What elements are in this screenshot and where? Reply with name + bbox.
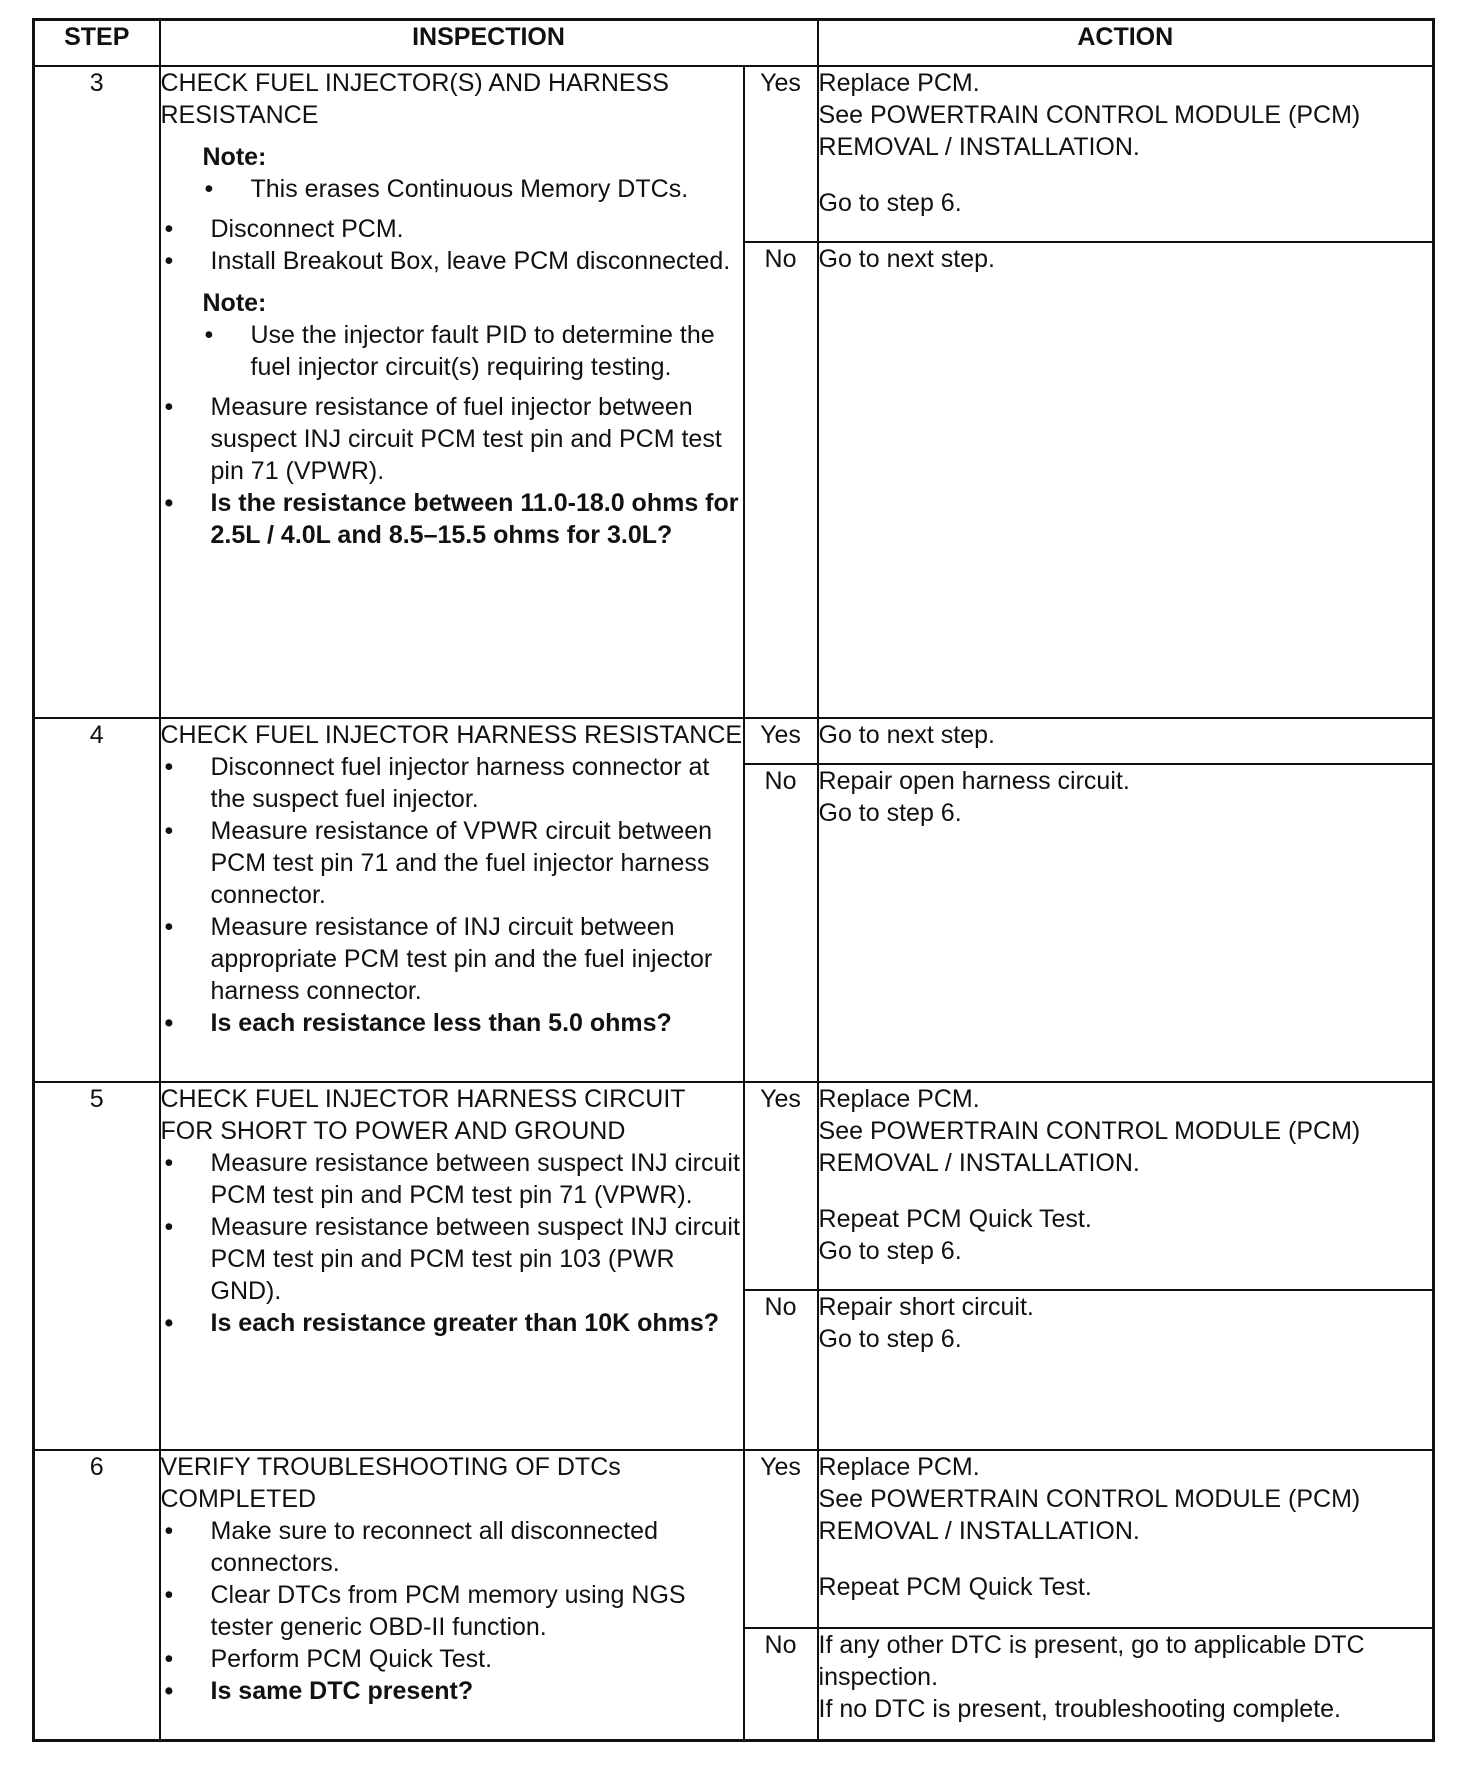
- action-line: Go to step 6.: [818, 1325, 962, 1353]
- yes-action: [818, 1082, 1434, 1290]
- action-line: Repeat PCM Quick Test.: [818, 1205, 1092, 1233]
- note-block: [203, 141, 743, 205]
- note-bullet: • This erases Continuous Memory DTCs.: [203, 173, 743, 205]
- yes-action: [818, 1450, 1434, 1628]
- inspection-question: • Is same DTC present?: [161, 1675, 743, 1707]
- step-4-yes-row: [34, 718, 1434, 764]
- action-line: If no DTC is present, troubleshooting complete.: [818, 1695, 1342, 1723]
- header-row: [34, 20, 1434, 67]
- yes-label: Yes: [744, 1082, 818, 1290]
- action-line: Repeat PCM Quick Test.: [818, 1573, 1092, 1601]
- step-number: 5: [34, 1082, 160, 1450]
- step-3-yes-row: [34, 66, 1434, 242]
- yes-action: [818, 66, 1434, 242]
- step-5-yes-row: [34, 1082, 1434, 1290]
- no-action: [818, 1290, 1434, 1450]
- diagnostic-procedure-table: [32, 18, 1435, 1742]
- action-line: See POWERTRAIN CONTROL MODULE (PCM) REMOVAL / INSTALLATION.: [818, 1485, 1361, 1545]
- yes-label: Yes: [744, 1450, 818, 1628]
- yes-label: Yes: [744, 66, 818, 242]
- inspection-bullet: • Measure resistance of fuel injector between suspect INJ circuit PCM test pin and PCM test pin 71 (VPWR).: [161, 391, 743, 487]
- inspection-bullet: • Measure resistance of VPWR circuit between PCM test pin 71 and the fuel injector harness connector.: [161, 815, 743, 911]
- no-label: No: [744, 1628, 818, 1740]
- header-step: STEP: [34, 20, 160, 67]
- no-label: No: [744, 1290, 818, 1450]
- note-label: Note:: [202, 143, 267, 171]
- no-label: No: [744, 764, 818, 1082]
- header-action: ACTION: [818, 20, 1434, 67]
- action-line: Replace PCM.: [818, 69, 980, 97]
- no-action: [818, 242, 1434, 718]
- inspection-question: • Is the resistance between 11.0-18.0 ohms for 2.5L / 4.0L and 8.5–15.5 ohms for 3.0L?: [161, 487, 743, 551]
- step-title: VERIFY TROUBLESHOOTING OF DTCs COMPLETED: [160, 1453, 621, 1513]
- step-title: CHECK FUEL INJECTOR HARNESS RESISTANCE: [160, 721, 743, 749]
- step-6-yes-row: [34, 1450, 1434, 1628]
- step-6-inspection: [160, 1450, 744, 1740]
- yes-action: [818, 718, 1434, 764]
- inspection-bullet: • Disconnect PCM.: [161, 213, 743, 245]
- step-number: 6: [34, 1450, 160, 1740]
- action-line: If any other DTC is present, go to applicable DTC inspection.: [818, 1631, 1365, 1691]
- yes-label: Yes: [744, 718, 818, 764]
- inspection-bullet: • Clear DTCs from PCM memory using NGS tester generic OBD-II function.: [161, 1579, 743, 1643]
- inspection-bullet: • Disconnect fuel injector harness connector at the suspect fuel injector.: [161, 751, 743, 815]
- action-line: Replace PCM.: [818, 1453, 980, 1481]
- inspection-bullet: • Make sure to reconnect all disconnected connectors.: [161, 1515, 743, 1579]
- step-5-inspection: [160, 1082, 744, 1450]
- step-title: CHECK FUEL INJECTOR HARNESS CIRCUIT FOR SHORT TO POWER AND GROUND: [160, 1085, 686, 1145]
- action-line: Go to next step.: [818, 245, 996, 273]
- step-title: CHECK FUEL INJECTOR(S) AND HARNESS RESISTANCE: [160, 69, 669, 129]
- header-inspection: INSPECTION: [160, 20, 818, 67]
- inspection-bullet: • Install Breakout Box, leave PCM disconnected.: [161, 245, 743, 277]
- step-number: 4: [34, 718, 160, 1082]
- step-3-inspection: [160, 66, 744, 718]
- action-line: Go to step 6.: [818, 1237, 962, 1265]
- step-number: 3: [34, 66, 160, 718]
- note-bullet: • Use the injector fault PID to determine the fuel injector circuit(s) requiring testing.: [203, 319, 743, 383]
- inspection-bullet: • Measure resistance between suspect INJ circuit PCM test pin and PCM test pin 103 (PWR GND).: [161, 1211, 743, 1307]
- no-action: [818, 1628, 1434, 1740]
- action-line: Repair open harness circuit.: [818, 767, 1130, 795]
- no-label: No: [744, 242, 818, 718]
- inspection-question: • Is each resistance greater than 10K ohms?: [161, 1307, 743, 1339]
- action-line: See POWERTRAIN CONTROL MODULE (PCM) REMOVAL / INSTALLATION.: [818, 1117, 1361, 1177]
- note-block: [203, 287, 743, 383]
- action-line: See POWERTRAIN CONTROL MODULE (PCM) REMOVAL / INSTALLATION.: [818, 101, 1361, 161]
- action-line: Replace PCM.: [818, 1085, 980, 1113]
- step-4-inspection: [160, 718, 744, 1082]
- action-line: Repair short circuit.: [818, 1293, 1034, 1321]
- inspection-question: • Is each resistance less than 5.0 ohms?: [161, 1007, 743, 1039]
- action-line: Go to step 6.: [818, 189, 962, 217]
- note-label: Note:: [202, 289, 267, 317]
- action-line: Go to next step.: [818, 721, 996, 749]
- inspection-bullet: • Measure resistance between suspect INJ circuit PCM test pin and PCM test pin 71 (VPWR).: [161, 1147, 743, 1211]
- inspection-bullet: • Measure resistance of INJ circuit between appropriate PCM test pin and the fuel injector harness connector.: [161, 911, 743, 1007]
- inspection-bullet: • Perform PCM Quick Test.: [161, 1643, 743, 1675]
- action-line: Go to step 6.: [818, 799, 962, 827]
- no-action: [818, 764, 1434, 1082]
